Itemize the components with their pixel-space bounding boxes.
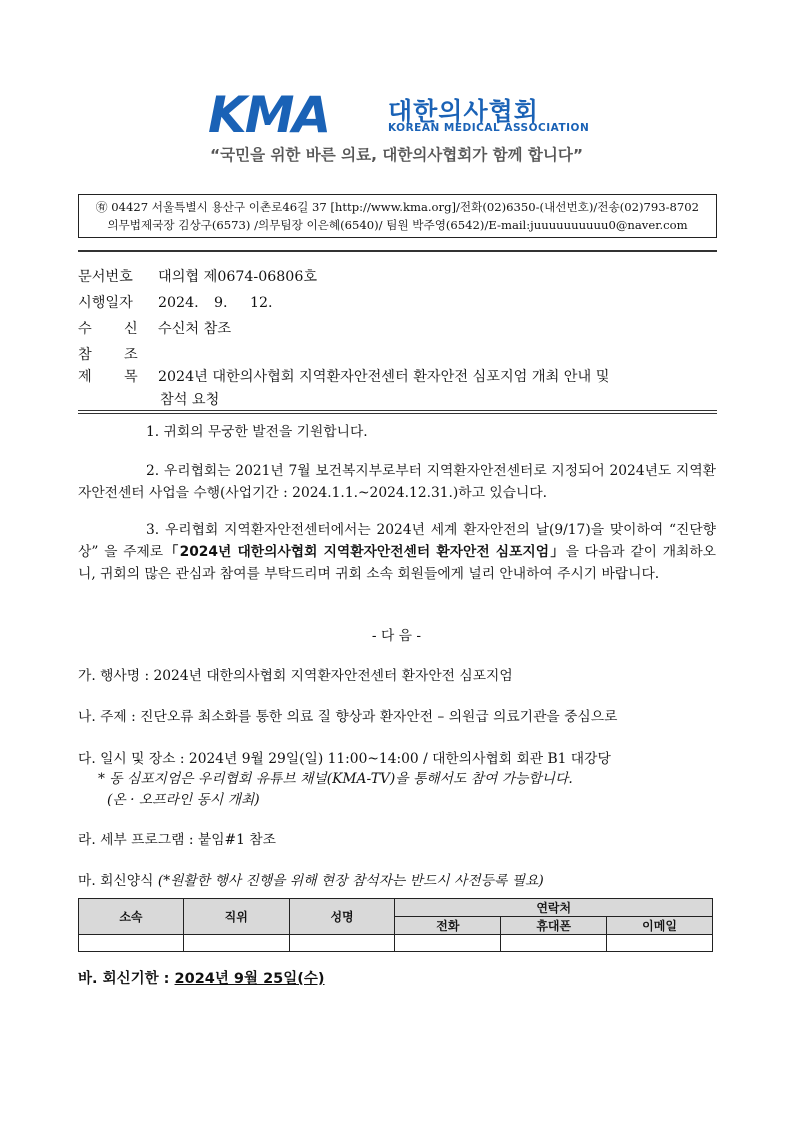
reply-form-table — [78, 898, 713, 952]
date-year: 2024. — [158, 295, 199, 311]
reference-label: 참 조 — [78, 347, 138, 363]
deadline-label: 바. 회신기한 : — [78, 971, 170, 987]
org-name-en: KOREAN MEDICAL ASSOCIATION — [388, 122, 590, 134]
item-d: 라. 세부 프로그램 : 붙임#1 참조 — [78, 832, 276, 848]
recipient-label: 수 신 — [78, 321, 138, 337]
date-label: 시행일자 — [78, 295, 133, 311]
org-name-ko: 대한의사협회 — [388, 97, 539, 126]
recipient: 수신처 참조 — [158, 321, 232, 337]
cell-position[interactable] — [183, 935, 289, 952]
date-month: 9. — [214, 295, 228, 311]
cell-mobile[interactable] — [501, 935, 607, 952]
col-phone: 전화 — [395, 917, 501, 935]
reply-deadline — [78, 967, 325, 988]
col-position: 직위 — [183, 899, 289, 935]
subject-line-2: 참석 요청 — [160, 392, 220, 408]
item-c: 다. 일시 및 장소 : 2024년 9월 29일(일) 11:00~14:00 / 대한의사협회 회관 B1 대강당 — [78, 751, 611, 767]
doc-number-label: 문서번호 — [78, 269, 133, 285]
subject-row — [78, 366, 609, 388]
doc-number-row — [78, 266, 317, 288]
paragraph-1: 1. 귀회의 무궁한 발전을 기원합니다. — [146, 424, 368, 440]
slogan: “국민을 위한 바른 의료, 대한의사협회가 함께 합니다” — [209, 146, 584, 164]
table-row — [79, 935, 713, 952]
item-c-note-1: * 동 심포지엄은 우리협회 유튜브 채널(KMA-TV)을 통해서도 참여 가능합니다. — [98, 771, 573, 787]
cell-name[interactable] — [289, 935, 395, 952]
kma-logo — [208, 86, 593, 144]
col-mobile: 휴대폰 — [501, 917, 607, 935]
item-c-note-2: (온 · 오프라인 동시 개최) — [107, 792, 260, 808]
col-contact: 연락처 — [395, 899, 713, 917]
address-box — [78, 194, 717, 238]
col-affiliation: 소속 — [79, 899, 184, 935]
paragraph-3: 3. 우리협회 지역환자안전센터에서는 2024년 세계 환자안전의 날(9/17)을 맞이하여 “진단향상” 을 주제로「2024년 대한의사협회 지역환자안전센터 환자안전 심포지엄」을 다음과 같이 개최하오니, 귀회의 많은 관심과 참여를 부탁드리며 귀회 소속 회원들에게 널리 안내하여 주시기 바랍니다. — [78, 522, 716, 582]
subject-divider-bottom — [78, 413, 717, 414]
header-divider — [78, 250, 717, 252]
cell-email[interactable] — [607, 935, 713, 952]
doc-number: 대의협 제0674-06806호 — [158, 269, 318, 285]
item-b: 나. 주제 : 진단오류 최소화를 통한 의료 질 향상과 환자안전 – 의원급 의료기관을 중심으로 — [78, 709, 618, 725]
symposium-title: 「2024년 대한의사협회 지역환자안전센터 환자안전 심포지엄」 — [163, 544, 566, 560]
next-heading: - 다 음 - — [371, 628, 422, 644]
item-e: 마. 회신양식 (*원활한 행사 진행을 위해 현장 참석자는 반드시 사전등록 필요) — [78, 873, 544, 889]
cell-affiliation[interactable] — [79, 935, 184, 952]
date-row — [78, 292, 273, 314]
cell-phone[interactable] — [395, 935, 501, 952]
paragraph-2: 2. 우리협회는 2021년 7월 보건복지부로부터 지역환자안전센터로 지정되어 2024년도 지역환자안전센터 사업을 수행(사업기간 : 2024.1.1.~2024.12.31.)하고 있습니다. — [78, 463, 716, 501]
col-email: 이메일 — [607, 917, 713, 935]
logo-mark: KMA — [208, 86, 330, 144]
deadline-value: 2024년 9월 25일(수) — [174, 971, 325, 987]
recipient-row — [78, 318, 231, 340]
reference-row — [78, 344, 158, 366]
address-line-1: ㊒ 04427 서울특별시 용산구 이촌로46길 37 [http://www.kma.org]/전화(02)6350-(내선번호)/전송(02)793-8702 — [95, 200, 700, 214]
date-day: 12. — [250, 295, 273, 311]
subject-divider-top — [78, 410, 717, 411]
subject-label: 제 목 — [78, 369, 138, 385]
col-name: 성명 — [289, 899, 395, 935]
address-line-2: 의무법제국장 김상구(6573) /의무팀장 이은혜(6540)/ 팀원 박주영(6542)/E-mail:juuuuuuuuuu0@naver.com — [107, 218, 688, 232]
subject-line-1: 2024년 대한의사협회 지역환자안전센터 환자안전 심포지엄 개최 안내 및 — [158, 369, 610, 385]
item-a: 가. 행사명 : 2024년 대한의사협회 지역환자안전센터 환자안전 심포지엄 — [78, 668, 513, 684]
item-e-note: (*원활한 행사 진행을 위해 현장 참석자는 반드시 사전등록 필요) — [157, 873, 544, 889]
